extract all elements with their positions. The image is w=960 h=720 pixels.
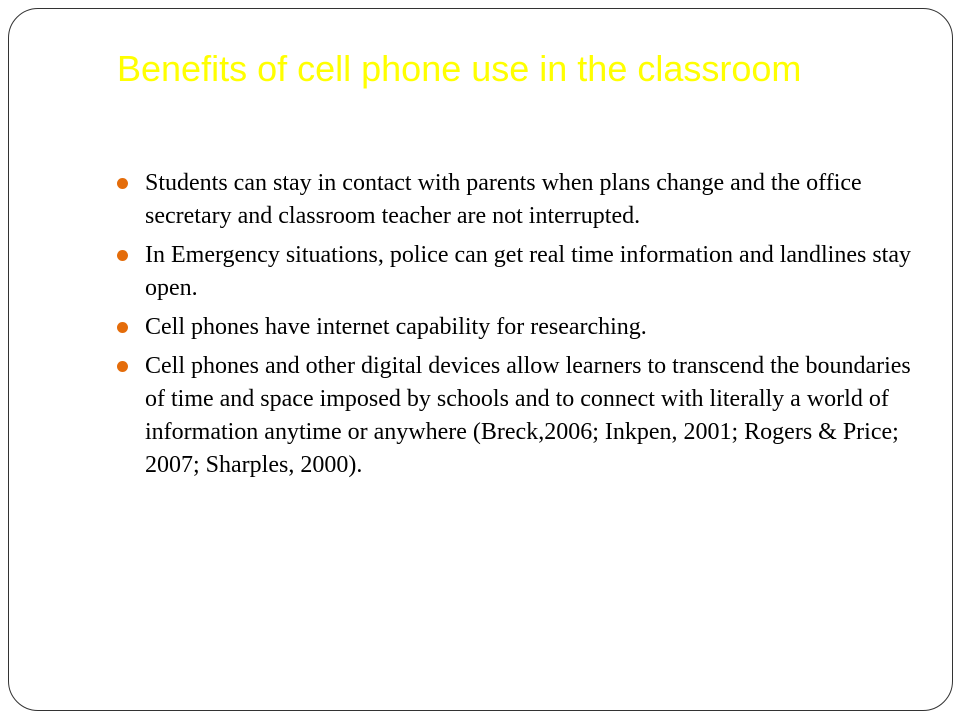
bullet-item	[117, 311, 917, 344]
bullet-item	[117, 167, 917, 233]
bullet-text: In Emergency situations, police can get real time information and landlines stay open.	[145, 242, 911, 301]
slide-title: Benefits of cell phone use in the classroom	[117, 48, 802, 89]
bullet-text: Cell phones have internet capability for researching.	[145, 314, 647, 340]
bullet-item	[117, 350, 917, 482]
bullet-text: Students can stay in contact with parents when plans change and the office secretary and classroom teacher are not interrupted.	[145, 170, 862, 229]
bullet-dot-icon	[117, 250, 128, 261]
bullet-dot-icon	[117, 361, 128, 372]
bullet-dot-icon	[117, 322, 128, 333]
slide-frame	[8, 8, 953, 711]
bullet-list	[117, 167, 917, 488]
bullet-dot-icon	[117, 178, 128, 189]
bullet-item	[117, 239, 917, 305]
bullet-text: Cell phones and other digital devices allow learners to transcend the boundaries of time and space imposed by schools and to connect with literally a world of information anytime or anywhere (Breck,2006; Inkpen, 2001; Rogers & Price; 2007; Sharples, 2000).	[145, 353, 911, 478]
